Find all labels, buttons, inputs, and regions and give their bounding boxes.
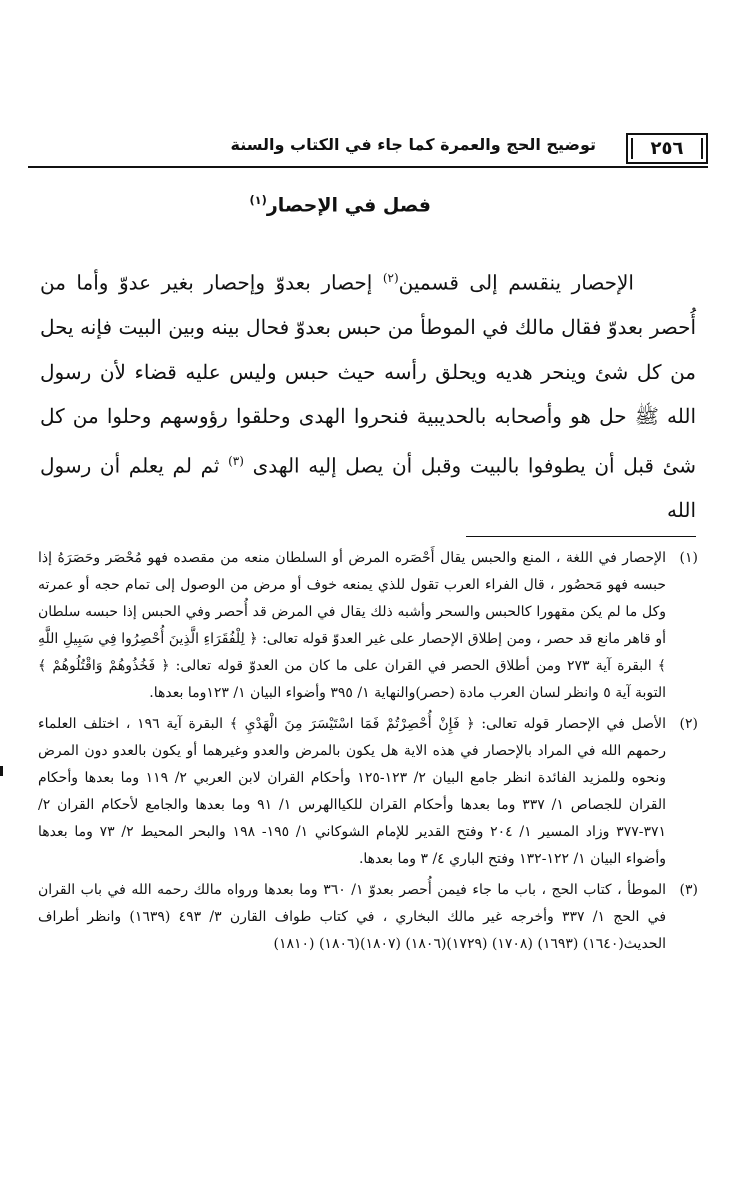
footnote-ref-2: (٢) xyxy=(382,271,399,285)
footnote-separator xyxy=(466,536,696,537)
body-text-part-a: الإحصار ينقسم إلى قسمين xyxy=(398,270,634,295)
body-paragraph xyxy=(40,256,696,532)
footnote-ref-3: (٣) xyxy=(228,453,244,468)
section-title-text: فصل في الإحصار xyxy=(266,194,431,217)
footnote-ref-1: (١) xyxy=(249,193,267,207)
page-header xyxy=(28,133,708,167)
page-number: ٢٥٦ xyxy=(650,138,684,159)
page-number-box xyxy=(626,133,708,164)
footnote-text: الأصل في الإحصار قوله تعالى: ﴿ فَإِنْ أُحْصِرْتُمْ فَمَا اسْتَيْسَرَ مِنَ الْهَدْيِ ﴾ البقرة آية ١٩٦ ، اختلف العلماء رحمهم الله في المراد بالإحصار في هذه الاية هل يكون بالمرض والعدو وغيرهما أو يكون بالعدو دون المرض ونحوه وللمزيد الفائدة انظر جامع البيان ٢/ ١٢٣-١٢٥ وأحكام القران لابن العربي ٢/ ١١٩ وما بعدها وأحكام القران للجصاص ١/ ٣٣٧ وما بعدها وأحكام القران للكياالهرس ١/ ٩١ وما بعدها والجامع لأحكام القران ٢/ ٣٧١-٣٧٧ وزاد المسير ١/ ٢٠٤ وفتح القدير للإمام الشوكاني ١/ ١٩٥- ١٩٨ والبحر المحيط ٢/ ٧٣ وما بعدها وأضواء البيان ١/ ١٢٢-١٣٢ وفتح الباري ٤/ ٣ وما بعدها. xyxy=(38,716,667,867)
footnote-1 xyxy=(38,545,698,707)
footnotes xyxy=(38,545,698,962)
footnote-text: الإحصار في اللغة ، المنع والحبس يقال أَحْصَره المرض أو السلطان منعه من مقصده فهو مُحْصَر وحَصَرَهُ إذا حبسه فهو مَحصُور ، قال الفراء العرب تقول للذي يمنعه خوف أو مرض من الوصول إلى تمام حجه أو عمرته وكل ما لم يكن مقهورا كالحبس والسحر وأشبه ذلك يقال في المرض قد أُحصر وفي الحبس إذا حبسه سلطان أو قاهر مانع قد حصر ، ومن إطلاق الإحصار على غير العدوّ قوله تعالى: ﴿ لِلْفُقَرَاءِ الَّذِينَ أُحْصِرُوا فِي سَبِيلِ اللَّهِ ﴾ البقرة آية ٢٧٣ ومن أطلاق الحصر في القران على ما كان من العدوّ قوله تعالى: ﴿ فَخُذُوهُمْ وَاقْتُلُوهُمْ ﴾ التوبة آية ٥ وانظر لسان العرب مادة (حصر)والنهاية ١/ ٣٩٥ وأضواء البيان ١/ ١٢٣وما بعدها. xyxy=(38,550,666,701)
footnote-number: (٣) xyxy=(679,882,698,898)
body-text-part-c: ثم لم يعلم أن رسول الله xyxy=(40,453,696,522)
footnote-text: الموطأ ، كتاب الحج ، باب ما جاء فيمن أُحصر بعدوّ ١/ ٣٦٠ وما بعدها ورواه مالك رحمه الله في باب القران في الحج ١/ ٣٣٧ وأخرجه غير مالك البخاري ، في كتاب طواف القارن ٣/ ٤٩٣ (١٦٣٩) وانظر أطراف الحديث(١٦٤٠) (١٦٩٣) (١٧٠٨) (١٧٢٩)(١٨٠٦) (١٨٠٧)(١٨٠٦) (١٨١٠) xyxy=(38,882,667,952)
header-rule xyxy=(28,166,708,168)
body-text xyxy=(40,256,696,532)
body-text-part-b: إحصار بعدوّ وإحصار بغير عدوّ وأما من أُحصر بعدوّ فقال مالك في الموطأ من حبس بعدوّ فحال بينه وبين البيت فإنه يحل من كل شئ وينحر هديه ويحلق رأسه حيث حبس وليس عليه قضاء لأن رسول الله ﷺ حل هو وأصحابه بالحديبية فنحروا الهدى وحلقوا رؤوسهم وحلوا من كل شئ قبل أن يطوفوا بالبيت وقبل أن يصل إليه الهدى xyxy=(40,270,697,478)
footnote-2 xyxy=(38,711,698,873)
footnote-number: (١) xyxy=(679,550,698,566)
section-title xyxy=(249,193,431,216)
footnote-3 xyxy=(38,877,698,958)
running-title: توضيح الحج والعمرة كما جاء في الكتاب والسنة xyxy=(230,135,596,154)
footnote-number: (٢) xyxy=(679,716,698,732)
edge-mark xyxy=(0,766,3,776)
